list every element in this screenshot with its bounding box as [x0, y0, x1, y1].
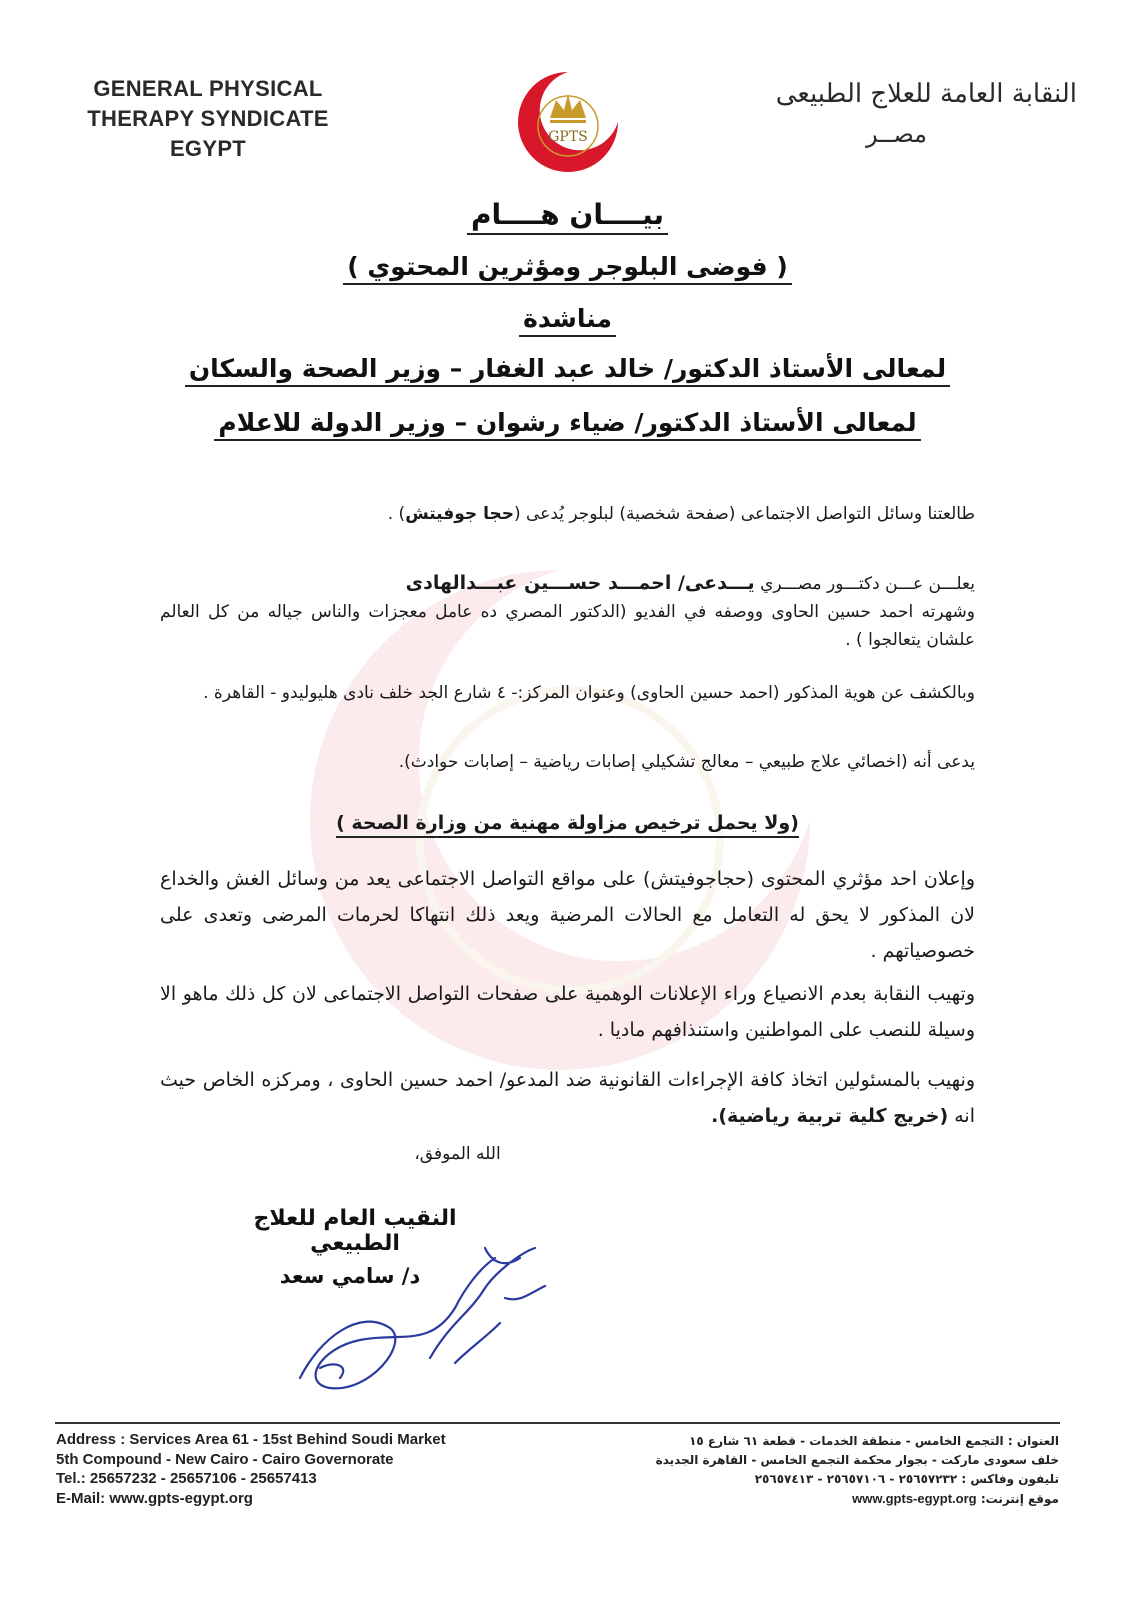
- header-en-line-2: THERAPY SYNDICATE: [87, 106, 329, 131]
- title-addressee-2: لمعالى الأستاذ الدكتور/ ضياء رشوان – وزير الدولة للاعلام: [214, 408, 920, 441]
- footer-en-address: Address : Services Area 61 - 15st Behind Soudi Market: [56, 1431, 446, 1448]
- signatory-name: د/ سامي سعد: [279, 1264, 421, 1288]
- footer-website-link[interactable]: www.gpts-egypt.org: [852, 1491, 977, 1506]
- footer-english-address: [56, 1430, 536, 1508]
- closing: الله الموفق،: [414, 1144, 501, 1164]
- footer-ar-address: العنوان : التجمع الخامس - منطقة الخدمات - قطعة ٦١ شارع ١٥: [689, 1434, 1059, 1448]
- paragraph-7: [160, 1062, 975, 1134]
- paragraph-5: وإعلان احد مؤثري المحتوى (حجاجوفيتش) على مواقع التواصل الاجتماعى يعد من وسائل الغش والخداع لان المذكور لا يحق له التعامل مع الحالات المرضية ويعد ذلك انتهاكا لحرمات المرضى وتعدى على خصوصياتهم .: [160, 868, 975, 962]
- paragraph-6: وتهيب النقابة بعدم الانصياع وراء الإعلانات الوهمية على صفحات التواصل الاجتماعى لان كل ذلك ماهو الا وسيلة للنصب على المواطنين واستنذافهم ماديا .: [160, 983, 975, 1041]
- footer-divider: [55, 1422, 1060, 1424]
- gpts-logo: [516, 70, 620, 174]
- header-en-line-3: EGYPT: [169, 136, 247, 161]
- p2-description: وشهرته احمد حسين الحاوى ووصفه في الفديو (الدكتور المصري ده عامل معجزات والناس جياله من كل العالم علشان يتعالجوا ) .: [160, 602, 975, 650]
- paragraph-2: [160, 569, 975, 654]
- footer-ar-phone: تليفون وفاكس : ٢٥٦٥٧٢٣٢ - ٢٥٦٥٧١٠٦ - ٢٥٦٥٧٤١٣: [754, 1472, 1059, 1486]
- paragraph-1: [160, 504, 975, 524]
- header-en-line-1: GENERAL PHYSICAL: [93, 76, 323, 101]
- p1-blogger-name: حجا جوفيتش: [405, 504, 514, 524]
- footer-en-phone: Tel.: 25657232 - 25657106 - 25657413: [56, 1470, 317, 1487]
- handwritten-signature: [280, 1228, 580, 1408]
- title-subject: ( فوضى البلوجر ومؤثرين المحتوي ): [343, 252, 792, 285]
- footer-ar-website-label: موقع إنترنت:: [980, 1492, 1059, 1506]
- header-english-name: [38, 74, 378, 164]
- footer-en-area: 5th Compound - New Cairo - Cairo Governorate: [56, 1450, 394, 1468]
- title-addressee-1: لمعالى الأستاذ الدكتور/ خالد عبد الغفار – وزير الصحة والسكان: [185, 354, 950, 387]
- title-appeal: مناشدة: [519, 304, 616, 337]
- title-statement: بيــــان هــــام: [467, 198, 668, 235]
- p8-graduate-note: (خريج كلية تربية رياضية).: [711, 1105, 949, 1127]
- logo-text: GPTS: [548, 129, 588, 145]
- footer-arabic-address: [639, 1432, 1059, 1509]
- header-ar-country: مصــر: [866, 120, 927, 148]
- p8-text: ونهيب بالمسئولين اتخاذ كافة الإجراءات القانونية ضد المدعو/ احمد حسين الحاوى ، ومركزه الخاص حيث انه: [160, 1069, 975, 1127]
- header-ar-name: النقابة العامة للعلاج الطبيعى: [775, 79, 1077, 109]
- p2-text: يعلـــن عـــن دكتـــور مصـــري: [754, 574, 975, 594]
- signatory-title: النقيب العام للعلاج الطبيعي: [253, 1206, 457, 1256]
- paragraph-4: يدعى أنه (اخصائي علاج طبيعي – معالج تشكيلي إصابات رياضية – إصابات حوادث).: [398, 752, 975, 772]
- p2-doctor-name: يـــدعى/ احمـــد حســـين عبـــدالهادى: [405, 572, 755, 594]
- license-notice: (ولا يحمل ترخيص مزاولة مهنية من وزارة الصحة ): [336, 812, 799, 838]
- paragraph-license: [160, 812, 975, 834]
- header-arabic-name: [697, 74, 1077, 154]
- footer-en-email: E-Mail: www.gpts-egypt.org: [56, 1489, 253, 1507]
- paragraph-3: وبالكشف عن هوية المذكور (احمد حسين الحاوى) وعنوان المركز:- ٤ شارع الجد خلف نادى هليوليدو - القاهرة .: [203, 683, 975, 703]
- p1-end: ) .: [387, 504, 406, 524]
- footer-ar-area: خلف سعودى ماركت - بجوار محكمة التجمع الخامس - القاهرة الجديدة: [655, 1453, 1059, 1467]
- p1-text: طالعتنا وسائل التواصل الاجتماعى (صفحة شخصية) لبلوجر يُدعى (: [513, 504, 975, 524]
